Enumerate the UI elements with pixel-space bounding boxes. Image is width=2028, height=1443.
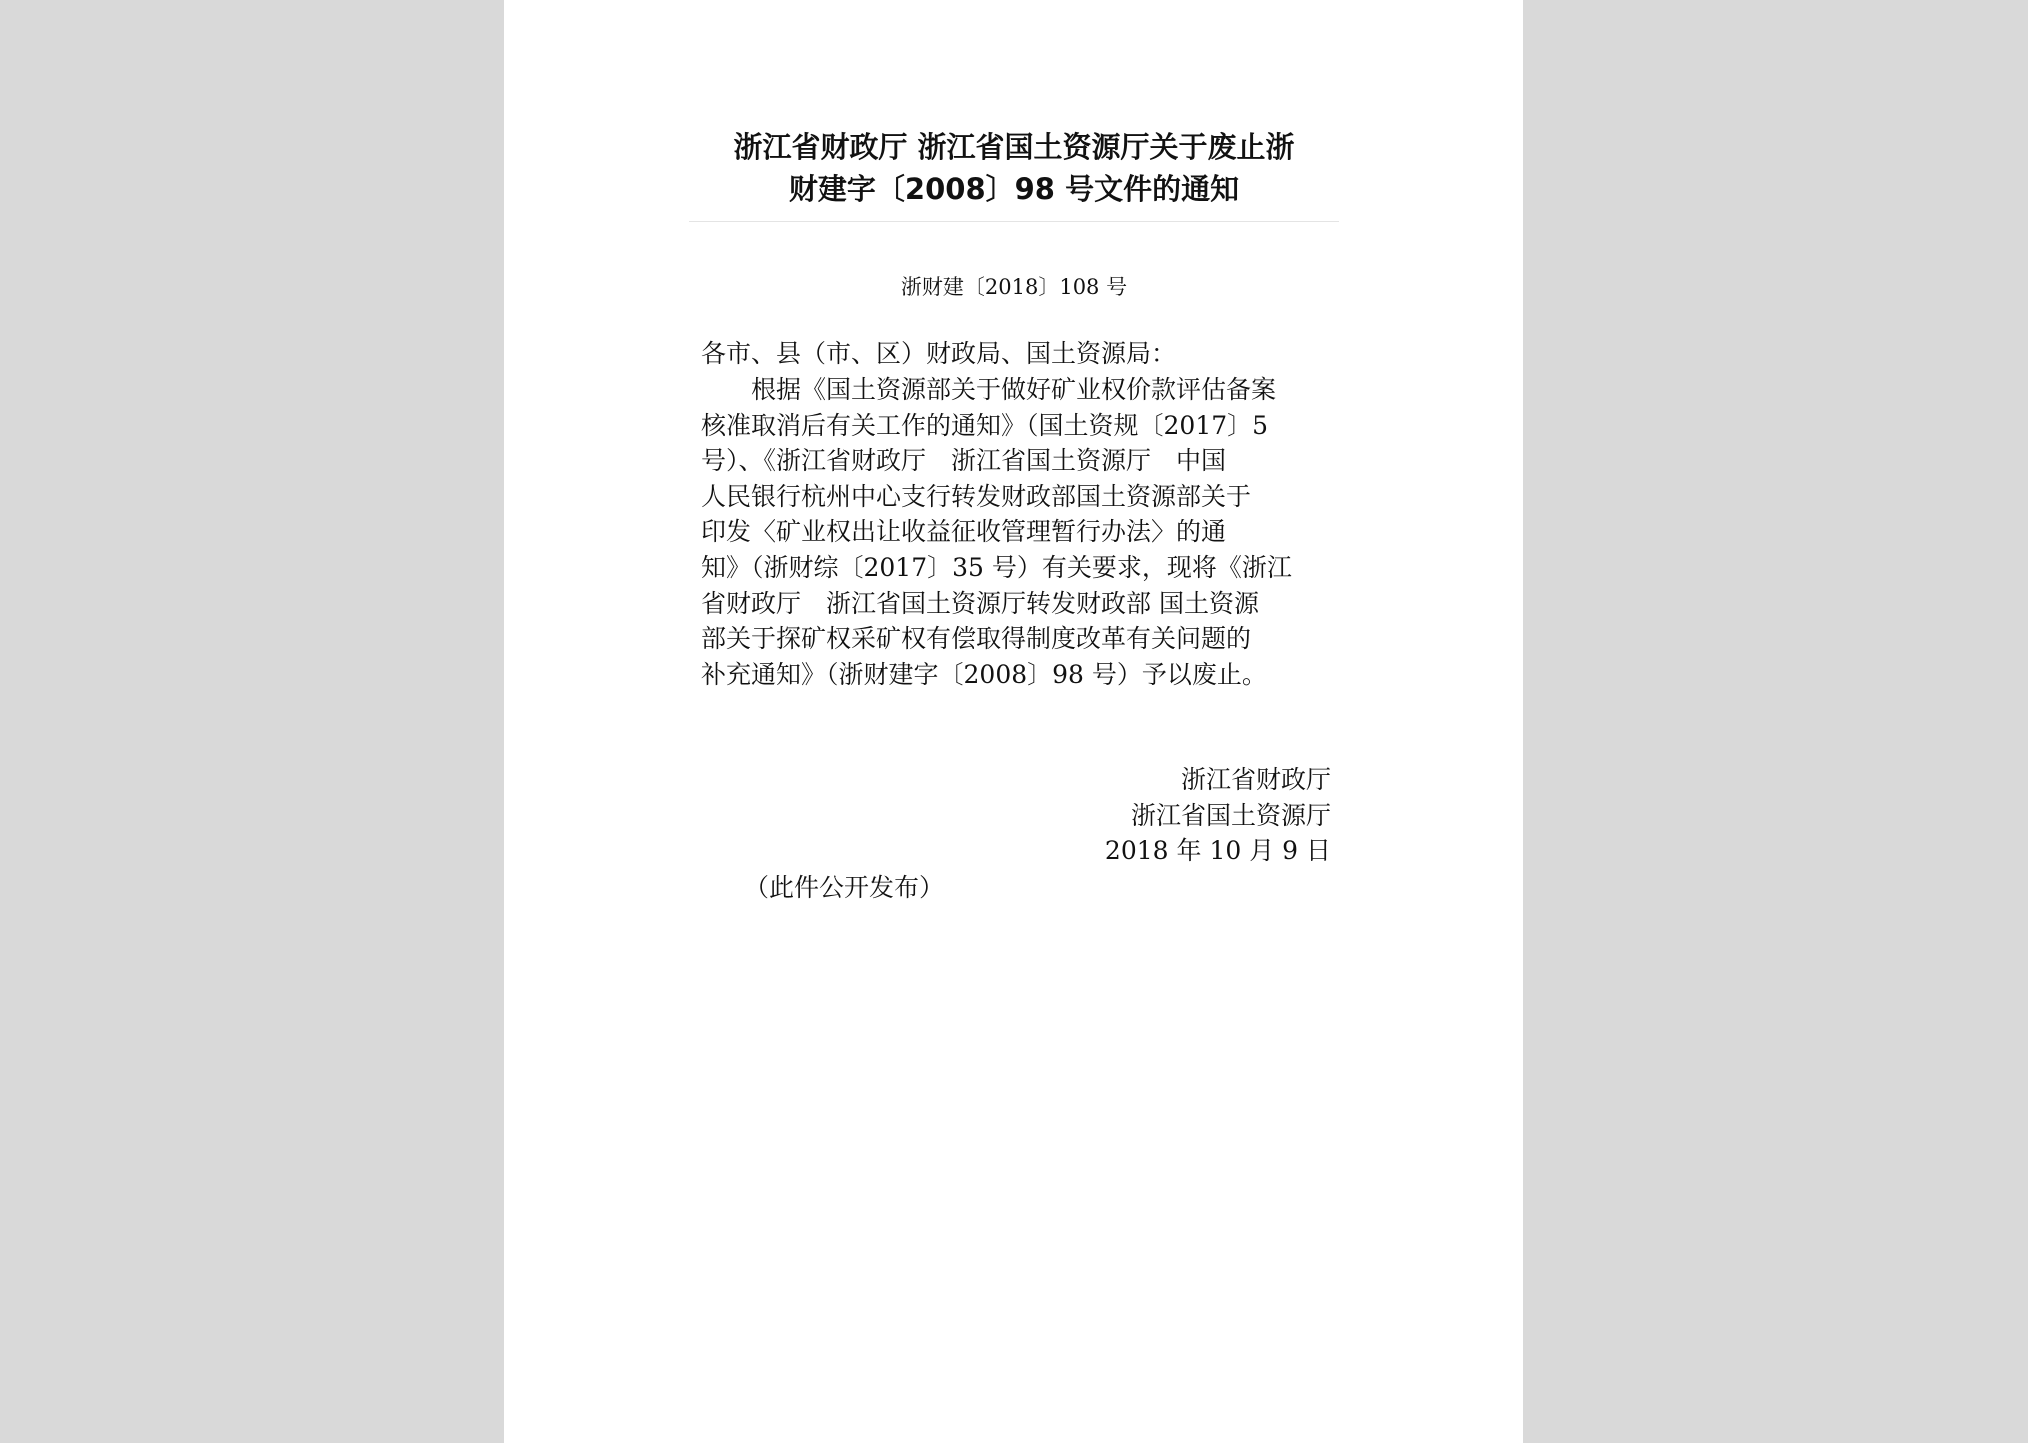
addressee-line: 各市、县（市、区）财政局、国土资源局： [701, 339, 1177, 368]
body-line-3: 号）、《浙江省财政厅 浙江省国土资源厅 中国 [701, 446, 1227, 476]
body-line-4: 人民银行杭州中心支行转发财政部国土资源部关于 [701, 481, 1252, 511]
body-line-9: 补充通知》（浙财建字〔2008〕98 号）予以废止。 [701, 659, 1267, 689]
body-line-7: 省财政厅 浙江省国土资源厅转发财政部 国土资源 [701, 588, 1259, 618]
document-number: 浙财建〔2018〕108 号 [900, 275, 1128, 299]
body-line-1: 根据《国土资源部关于做好矿业权价款评估备案 [751, 375, 1277, 404]
signature-date: 2018 年 10 月 9 日 [1104, 836, 1331, 866]
body-paragraph [701, 372, 1341, 692]
title-line-2: 财建字〔2008〕98 号文件的通知 [788, 172, 1240, 206]
signature-issuer-1: 浙江省财政厅 [1180, 765, 1331, 794]
body-line-5: 印发〈矿业权出让收益征收管理暂行办法〉的通 [701, 517, 1227, 547]
title-divider [689, 221, 1339, 222]
body-line-8: 部关于探矿权采矿权有偿取得制度改革有关问题的 [701, 624, 1252, 654]
signature-block [1105, 762, 1331, 869]
body-line-2: 核准取消后有关工作的通知》（国土资规〔2017〕5 [701, 410, 1269, 440]
publication-note: （此件公开发布） [744, 873, 945, 902]
document-title [664, 126, 1364, 210]
signature-issuer-2: 浙江省国土资源厅 [1130, 800, 1331, 830]
document-page [504, 0, 1523, 1443]
title-line-1: 浙江省财政厅 浙江省国土资源厅关于废止浙 [733, 130, 1295, 164]
body-line-6: 知》（浙财综〔2017〕35 号）有关要求，现将《浙江 [701, 552, 1292, 582]
